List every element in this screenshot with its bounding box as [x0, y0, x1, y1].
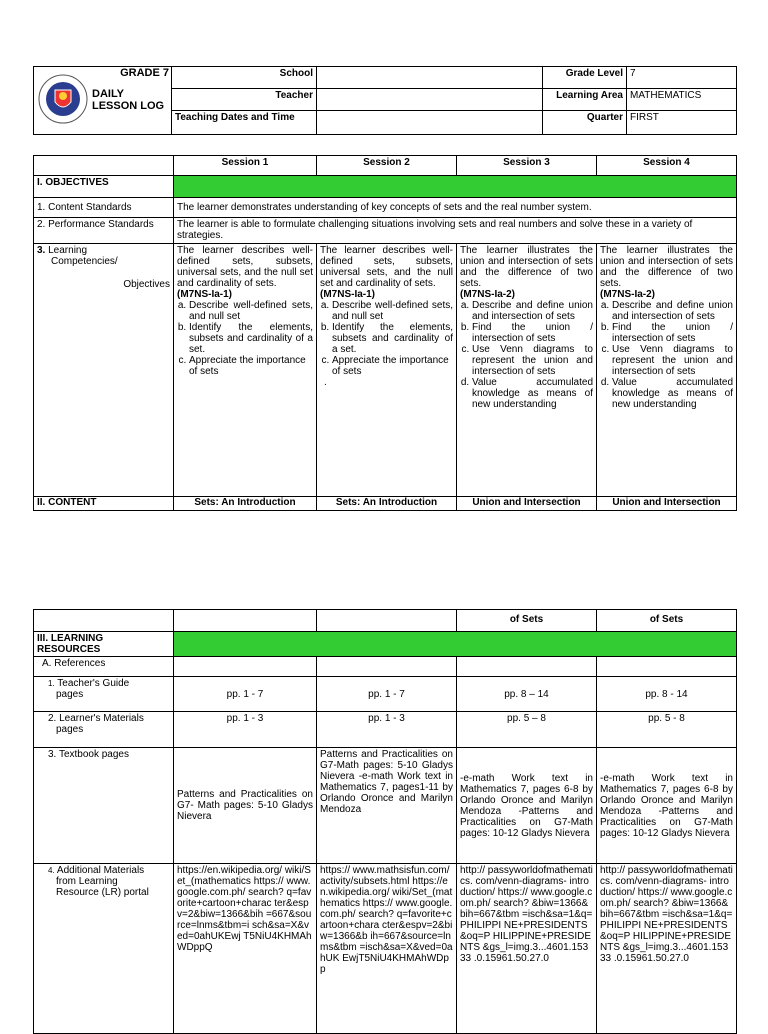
content-title: II. CONTENT [34, 497, 174, 511]
quarter-label: Quarter [543, 111, 627, 135]
session-3-header: Session 3 [457, 156, 597, 176]
school-value [317, 67, 543, 89]
header-table [33, 66, 737, 135]
content-s2: Sets: An Introduction [317, 497, 457, 511]
lm-label: 2. Learner's Materials pages [34, 712, 174, 748]
textbook-s4: -e-math Work text in Mathematics 7, pages 6-8 by Orlando Oronce and Marilyn Mendoza -Patterns and Practicalities on G7-Math pages: 10-12 Gladys Nievera [597, 748, 737, 864]
grade-label: GRADE 7 [120, 67, 169, 79]
tg-s4: pp. 8 - 14 [597, 677, 737, 712]
session-1-header: Session 1 [174, 156, 317, 176]
content-s1: Sets: An Introduction [174, 497, 317, 511]
tg-s1: pp. 1 - 7 [174, 677, 317, 712]
teacher-label: Teacher [172, 89, 317, 111]
learning-area-value: MATHEMATICS [627, 89, 737, 111]
lm-s1: pp. 1 - 3 [174, 712, 317, 748]
content-s3: Union and Intersection [457, 497, 597, 511]
logo-cell [34, 67, 172, 135]
session-2-objectives: The learner describes well-defined sets, subsets, universal sets, and the null set and cardinality of sets. (M7NS-Ia-1) a. Describe well-defined sets, and null set b. Identify the elements, subsets and cardinality of a set. c. Appreciate the importance of sets . [317, 244, 457, 497]
deped-seal-icon [38, 74, 88, 124]
resources-table [33, 609, 737, 1034]
textbook-s3: -e-math Work text in Mathematics 7, pages 6-8 by Orlando Oronce and Marilyn Mendoza -Patterns and Practicalities on G7-Math pages: 10-12 Gladys Nievera [457, 748, 597, 864]
competencies-label: 3. Learning Competencies/ Objectives [34, 244, 174, 497]
teacher-value [317, 89, 543, 111]
lm-s4: pp. 5 - 8 [597, 712, 737, 748]
performance-standards-label: 2. Performance Standards [34, 218, 174, 244]
performance-standards-text: The learner is able to formulate challenging situations involving sets and real numbers and solve these in a variety of strategies. [174, 218, 737, 244]
session-1-objectives: The learner describes well-defined sets, subsets, universal sets, and the null set and cardinality of sets. (M7NS-Ia-1) a. Describe well-defined sets, and null set b. Identify the elements, subsets and cardinality of a set. c. Appreciate the importance of sets [174, 244, 317, 497]
content-standards-label: 1. Content Standards [34, 198, 174, 218]
content-s4-cont: of Sets [597, 610, 737, 632]
dates-label: Teaching Dates and Time [172, 111, 317, 135]
additional-materials-label: 4. Additional Materials from Learning Resource (LR) portal [34, 864, 174, 1034]
lm-s2: pp. 1 - 3 [317, 712, 457, 748]
grade-level-value: 7 [627, 67, 737, 89]
objectives-green-bar [174, 176, 737, 198]
resources-green-bar [174, 632, 737, 657]
session-4-header: Session 4 [597, 156, 737, 176]
grade-level-label: Grade Level [543, 67, 627, 89]
resources-title: III. LEARNING RESOURCES [34, 632, 174, 657]
objectives-title: I. OBJECTIVES [34, 176, 174, 198]
session-2-header: Session 2 [317, 156, 457, 176]
references-label: A. References [34, 657, 174, 677]
log-title-2: LESSON LOG [92, 100, 165, 112]
session-3-objectives: The learner illustrates the union and intersection of sets and the difference of two sets. (M7NS-Ia-2) a. Describe and define union and intersection of sets b. Find the union / intersection of sets c. Use Venn diagrams to represent the union and intersection of sets d. Value accumulated knowledge as means of new understanding [457, 244, 597, 497]
lm-s3: pp. 5 – 8 [457, 712, 597, 748]
log-title-1: DAILY [92, 88, 124, 100]
tg-s2: pp. 1 - 7 [317, 677, 457, 712]
textbook-s1: Patterns and Practicalities on G7- Math pages: 5-10 Gladys Nievera [174, 748, 317, 864]
additional-s4: http:// passyworldofmathematics. com/venn-diagrams- introduction/ https:// www.google.com.ph/ search? &biw=1366&bih=667&tbm =isch&sa=1&q=PHILIPPI NE+PRESIDENTS&oq=P HILIPPINE+PRESIDENTS &gs_l=img.3...4601.15333 .0.15961.50.27.0 [597, 864, 737, 1034]
content-s3-cont: of Sets [457, 610, 597, 632]
school-label: School [172, 67, 317, 89]
objectives-table [33, 155, 737, 511]
content-standards-text: The learner demonstrates understanding of key concepts of sets and the real number system. [174, 198, 737, 218]
additional-s3: http:// passyworldofmathematics. com/venn-diagrams- introduction/ https:// www.google.com.ph/ search? &biw=1366&bih=667&tbm =isch&sa=1&q=PHILIPPI NE+PRESIDENTS&oq=P HILIPPINE+PRESIDENTS &gs_l=img.3...4601.15333 .0.15961.50.27.0 [457, 864, 597, 1034]
tg-label: 1. Teacher's Guide pages [34, 677, 174, 712]
quarter-value: FIRST [627, 111, 737, 135]
tg-s3: pp. 8 – 14 [457, 677, 597, 712]
additional-s1: https://en.wikipedia.org/ wiki/Set_(mathematics https:// www.google.com.ph/ search? q=favorite+cartoon+charac ter&espv=2&biw=1366&bih =667&source=lnms&tbm=i sch&sa=X&ved=0ahUKEwj T5NiU4KHMAhWDppQ [174, 864, 317, 1034]
content-s4: Union and Intersection [597, 497, 737, 511]
session-4-objectives: The learner illustrates the union and intersection of sets and the difference of two sets. (M7NS-Ia-2) a. Describe and define union and intersection of sets b. Find the union / intersection of sets c. Use Venn diagrams to represent the union and intersection of sets d. Value accumulated knowledge as means of new understanding [597, 244, 737, 497]
additional-s2: https:// www.mathsisfun.com/ activity/subsets.html https://en.wikipedia.org/ wiki/Set_(mathematics https:// www.google.com.ph/ search? q=favorite+cartoon+chara cter&espv=2&biw=1366&b ih=667&source=lnms&tbm =isch&sa=X&ved=0ahUK EwjT5NiU4KHMAhWDpp [317, 864, 457, 1034]
textbook-label: 3. Textbook pages [34, 748, 174, 864]
learning-area-label: Learning Area [543, 89, 627, 111]
dates-value [317, 111, 543, 135]
textbook-s2: Patterns and Practicalities on G7-Math pages: 5-10 Gladys Nievera -e-math Work text in Mathematics 7, pages1-11 by Orlando Oronce and Marilyn Mendoza [317, 748, 457, 864]
